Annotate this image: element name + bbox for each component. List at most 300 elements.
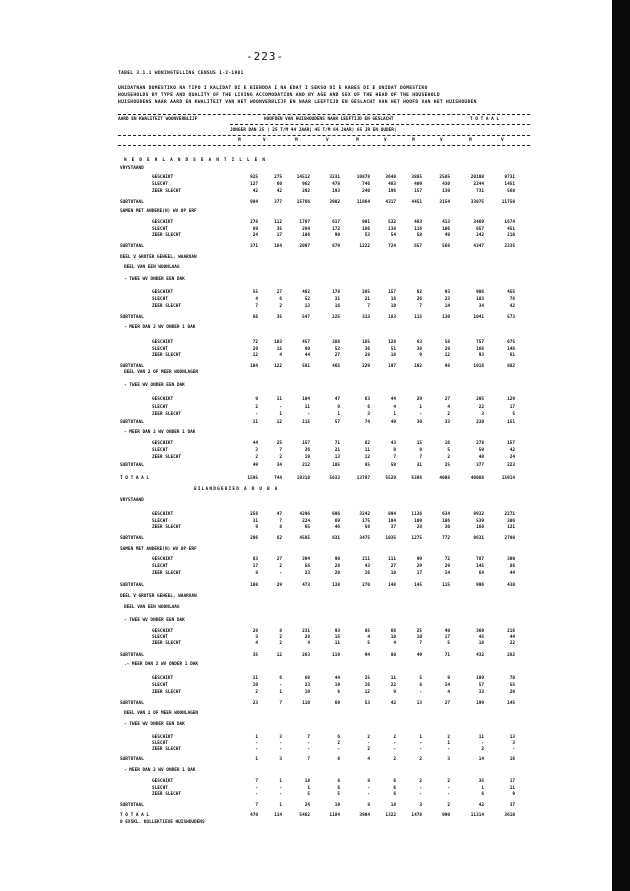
table-row [0,448,630,455]
table-cell: 164 [274,244,282,249]
sex-code-row [118,138,530,145]
table-row [0,564,630,571]
table-row [0,820,630,827]
table-cell: 27 [334,353,340,358]
table-cell: - [393,747,396,752]
table-cell: 69 [252,227,258,232]
table-cell: 2 [447,803,450,808]
table-cell: 54 [390,233,396,238]
table-cell: 58 [444,340,450,345]
table-cell: 15 [416,441,422,446]
row-label: SUBTOTAAL [120,200,144,205]
row-label: SLECHT [152,405,168,410]
row-label: VRYSTAAND [120,498,144,503]
table-cell: 3 [367,412,370,417]
table-cell: 24 [509,455,515,460]
table-cell: 7 [255,304,258,309]
row-label: SUBTOTAAL [120,701,144,706]
table-cell: 1 [279,690,282,695]
table-row [0,683,630,690]
table-cell: 1 [337,412,340,417]
table-row [0,757,630,764]
row-label: GESCHIKT [152,676,174,681]
table-cell: 46 [334,525,340,530]
table-cell: 3 [419,803,422,808]
table-cell: 3 [512,741,515,746]
table-cell: 4317 [385,200,396,205]
table-cell: 211 [362,557,370,562]
table-cell: 69 [334,701,340,706]
table-cell: 138 [332,583,340,588]
table-row [0,594,630,601]
row-label: ZEER SLECHT [152,792,182,797]
table-cell: 183 [388,315,396,320]
table-cell: 2 [393,735,396,740]
table-cell: 90 [334,557,340,562]
table-cell: - [279,683,282,688]
row-label: SLECHT [152,564,168,569]
table-cell: 2 [279,641,282,646]
row-label: GESCHIKT [152,512,174,517]
table-cell: 119 [332,653,340,658]
table-cell: 42 [509,304,515,309]
table-cell: 1707 [299,220,310,225]
table-cell: 11 [334,641,340,646]
table-cell: 6 [481,792,484,797]
table-cell: 263 [302,653,310,658]
table-cell: 37 [390,525,396,530]
table-cell: 313 [362,315,370,320]
table-row [0,768,630,775]
table-cell: 28 [416,525,422,530]
table-cell: 205 [476,397,484,402]
table-cell: 66 [252,315,258,320]
table-cell: - [419,792,422,797]
table-cell: 1 [419,405,422,410]
table-cell: 17 [252,564,258,569]
sex-code: M [356,138,359,143]
row-label: ZEER SLECHT [152,233,182,238]
table-cell: 59 [478,448,484,453]
table-cell: 49 [444,233,450,238]
row-label: SAMEN MET ANDERE(N) WV OP ERF [120,209,197,214]
table-cell: - [255,741,258,746]
table-cell: 12 [364,690,370,695]
table-cell: 33 [444,420,450,425]
table-cell: 617 [332,220,340,225]
table-cell: 16 [364,571,370,576]
age-group-headings: JONGER DAN 25 | 25 T/M 44 JAAR| 45 T/M 64 JAAR| 65 JR EN OUDER| [230,128,397,133]
row-label: SUBTOTAAL [120,653,144,658]
table-cell: 3231 [329,175,340,180]
table-cell: 2 [367,735,370,740]
table-cell: 35 [478,779,484,784]
row-label: - MEER DAN 2 WV ONDER 1 DAK [124,768,196,773]
table-cell: 432 [476,653,484,658]
table-cell: 879 [332,244,340,249]
table-cell: 231 [302,629,310,634]
table-cell: 284 [302,227,310,232]
table-cell: 106 [302,233,310,238]
table-cell: 21 [364,297,370,302]
row-label: SUBTOTAAL [120,757,144,762]
table-cell: 109 [476,676,484,681]
sex-code: V [263,138,266,143]
table-title: TABEL 3.1.1 WONINGTELLING CENSUS 1-2-1981 [118,71,244,76]
row-label: - TWEE WV ONDER EEN DAK [124,383,185,388]
table-cell: 5462 [299,813,310,818]
row-label: ZEER SLECHT [152,525,182,530]
table-cell: 11 [390,676,396,681]
table-cell: 5 [419,676,422,681]
table-cell: 19 [334,683,340,688]
table-cell: 139 [442,189,450,194]
table-cell: 1478 [411,813,422,818]
table-row [0,476,630,483]
table-cell: 11 [276,397,282,402]
table-cell: 2271 [504,512,515,517]
table-row [0,583,630,590]
table-cell: 7 [279,448,282,453]
table-cell: 40 [478,455,484,460]
table-cell: 51 [390,347,396,352]
table-cell: 16 [390,297,396,302]
table-cell: 115 [414,315,422,320]
table-cell: 49 [416,653,422,658]
table-cell: 242 [476,233,484,238]
table-cell: 478 [332,182,340,187]
table-cell: 409 [414,182,422,187]
table-cell: 145 [414,583,422,588]
table-cell: 539 [476,519,484,524]
table-cell: 2700 [504,536,515,541]
sex-code: M [295,138,298,143]
table-cell: 994 [250,200,258,205]
table-cell: 9 [512,792,515,797]
table-cell: 5 [447,641,450,646]
table-cell: 63 [364,397,370,402]
table-cell: 4451 [411,200,422,205]
table-cell: 455 [507,290,515,295]
table-cell: - [367,741,370,746]
table-cell: 9731 [504,175,515,180]
table-cell: 573 [507,315,515,320]
table-row [0,315,630,322]
table-cell: 145 [507,701,515,706]
table-cell: 30 [416,347,422,352]
table-cell: 17 [276,233,282,238]
table-cell: 11 [304,405,310,410]
table-cell: 465 [332,364,340,369]
table-cell: 56 [304,564,310,569]
table-cell: 99 [416,557,422,562]
table-cell: 66 [390,629,396,634]
table-cell: 996 [476,583,484,588]
row-label: GESCHIKT [152,220,174,225]
table-cell: 2 [255,405,258,410]
table-cell: 483 [388,182,396,187]
table-cell: 275 [274,175,282,180]
table-cell: 20100 [470,175,484,180]
table-cell: 216 [507,629,515,634]
table-cell: 882 [507,364,515,369]
row-label: SUBTOTAAL [120,364,144,369]
table-cell: 68 [304,676,310,681]
table-cell: 49 [390,420,396,425]
table-cell: 94 [364,653,370,658]
row-label: GESCHIKT [152,340,174,345]
table-cell: 18 [304,779,310,784]
table-row [0,557,630,564]
row-label: GESCHIKT [152,629,174,634]
table-cell: 8 [279,629,282,634]
header-rule-top [118,114,530,115]
table-cell: 44 [334,676,340,681]
table-cell: 57 [334,420,340,425]
table-cell: 473 [302,583,310,588]
table-cell: 5633 [329,476,340,481]
row-label: ZEER SLECHT [152,641,182,646]
table-cell: 772 [442,536,450,541]
table-cell: 369 [476,629,484,634]
row-label: ZEER SLECHT [152,747,182,752]
table-cell: 2 [255,455,258,460]
table-cell: 296 [250,536,258,541]
row-label: DEEL VAN EEN WOONLAAG [124,605,180,610]
row-label: ZEER SLECHT [152,412,182,417]
table-cell: 116 [414,227,422,232]
table-cell: 25 [416,629,422,634]
table-row [0,175,630,182]
table-row [0,653,630,660]
table-cell: 1 [307,786,310,791]
table-cell: 457 [302,340,310,345]
table-row [0,571,630,578]
table-cell: 27 [390,564,396,569]
row-label: SLECHT [152,519,168,524]
row-label: - TWEE WV ONDER EEN DAK [124,618,185,623]
table-cell: 109 [414,519,422,524]
table-cell: 6 [279,297,282,302]
table-cell: 197 [388,364,396,369]
table-cell: 104 [250,364,258,369]
table-row [0,412,630,419]
table-cell: 43 [364,564,370,569]
table-row [0,397,630,404]
sex-code: V [501,138,504,143]
table-cell: 10878 [356,175,370,180]
table-cell: 31 [252,519,258,524]
table-row [0,779,630,786]
table-cell: 29 [416,397,422,402]
table-cell: 4296 [299,512,310,517]
table-cell: 724 [388,244,396,249]
table-cell: 4 [255,641,258,646]
table-cell: 3 [255,448,258,453]
table-cell: - [367,792,370,797]
table-cell: 3 [279,735,282,740]
table-cell: 55 [252,290,258,295]
table-cell: 37 [509,803,515,808]
row-label: SLECHT [152,448,168,453]
table-row [0,463,630,470]
table-cell: 1674 [504,220,515,225]
table-cell: 17 [444,635,450,640]
table-cell: 3610 [504,813,515,818]
table-row [0,662,630,669]
table-cell: - [255,747,258,752]
table-cell: 58 [416,233,422,238]
table-cell: 42 [390,701,396,706]
row-label: SUBTOTAAL [120,420,144,425]
table-cell: 4008 [439,476,450,481]
table-cell: 93 [334,629,340,634]
table-cell: 9 [393,448,396,453]
table-cell: 104 [302,397,310,402]
row-label: DEEL VAN 2 OF MEER WOONLAGEN [124,711,199,716]
table-cell: 35 [276,315,282,320]
table-cell: 225 [332,315,340,320]
table-cell: 532 [388,220,396,225]
table-cell: 15 [334,635,340,640]
table-cell: 7 [307,735,310,740]
table-cell: 138 [388,227,396,232]
table-cell: 7 [419,641,422,646]
table-cell: 9 [255,397,258,402]
row-label: GESCHIKT [152,557,174,562]
table-cell: 23 [252,701,258,706]
table-cell: 47 [276,512,282,517]
table-cell: 278 [476,441,484,446]
table-row [0,340,630,347]
table-cell: 1041 [473,315,484,320]
table-row [0,512,630,519]
table-cell: 906 [476,290,484,295]
row-label: SUBTOTAAL [120,803,144,808]
table-cell: 28 [444,347,450,352]
table-cell: 5 [512,412,515,417]
table-row [0,792,630,799]
table-cell: 1 [255,735,258,740]
table-row [0,605,630,612]
table-cell: 110 [302,701,310,706]
table-cell: 12 [252,353,258,358]
table-cell: 5 [367,641,370,646]
table-cell: 3475 [359,536,370,541]
table-cell: 1 [447,741,450,746]
table-row [0,547,630,554]
table-cell: 17 [509,405,515,410]
table-cell: 285 [362,290,370,295]
table-cell: 60 [276,182,282,187]
table-row [0,618,630,625]
table-cell: 146 [507,347,515,352]
table-cell: 31 [416,463,422,468]
table-cell: 9 [419,448,422,453]
row-label: DEEL V GROTER GEHEEL, WAARVAN [120,594,197,599]
row-label: VRYSTAAND [120,166,144,171]
table-cell: - [419,747,422,752]
row-label: ZEER SLECHT [152,189,182,194]
table-cell: - [279,405,282,410]
table-cell: 42 [252,189,258,194]
table-cell: 10 [390,571,396,576]
row-label: SUBTOTAAL [120,315,144,320]
table-cell: 787 [476,557,484,562]
table-cell: 270 [362,583,370,588]
table-cell: 990 [442,813,450,818]
table-cell: 35 [252,653,258,658]
table-cell: 27 [276,557,282,562]
table-cell: 25 [364,676,370,681]
table-cell: 634 [442,512,450,517]
table-cell: 23 [444,297,450,302]
table-cell: 62 [276,536,282,541]
table-cell: 7 [419,304,422,309]
table-cell: 3469 [473,220,484,225]
table-cell: 157 [414,189,422,194]
row-label: SLECHT [152,683,168,688]
table-cell: 657 [476,227,484,232]
table-cell: 29 [444,564,450,569]
table-cell: 14 [478,757,484,762]
table-cell: 74 [364,420,370,425]
table-cell: - [307,412,310,417]
table-cell: 80 [390,653,396,658]
table-cell: 121 [507,525,515,530]
table-cell: 3904 [359,813,370,818]
table-cell: 42 [478,803,484,808]
table-cell: 27 [444,397,450,402]
table-cell: 76 [509,297,515,302]
row-label: GESCHIKT [152,441,174,446]
table-cell: - [447,747,450,752]
table-cell: 5529 [385,476,396,481]
table-cell: 20 [509,690,515,695]
table-cell: 2 [279,304,282,309]
table-cell: - [279,792,282,797]
table-cell: 229 [362,364,370,369]
table-cell: 44 [390,397,396,402]
table-cell: 1 [481,786,484,791]
table-cell: 7 [367,304,370,309]
table-cell: 85 [364,629,370,634]
table-cell: 127 [250,182,258,187]
table-cell: 25 [444,463,450,468]
row-label: SLECHT [152,786,168,791]
table-cell: 15914 [501,476,515,481]
table-cell: 26 [416,297,422,302]
table-cell: 49 [444,629,450,634]
table-cell: 24 [304,803,310,808]
table-cell: 386 [332,340,340,345]
table-cell: 129 [507,397,515,402]
table-cell: 1016 [473,364,484,369]
table-cell: 28 [252,629,258,634]
row-label: GESCHIKT [152,779,174,784]
table-cell: 44 [252,441,258,446]
table-cell: 14 [444,571,450,576]
total-heading: T O T A A L [470,117,500,122]
table-cell: 13 [304,304,310,309]
table-cell: 36 [304,448,310,453]
table-cell: 19 [334,803,340,808]
table-cell: 61 [509,353,515,358]
table-row [0,747,630,754]
table-cell: 2335 [504,244,515,249]
row-label: - TWEE WV ONDER EEN DAK [124,722,185,727]
table-cell: 7 [419,455,422,460]
